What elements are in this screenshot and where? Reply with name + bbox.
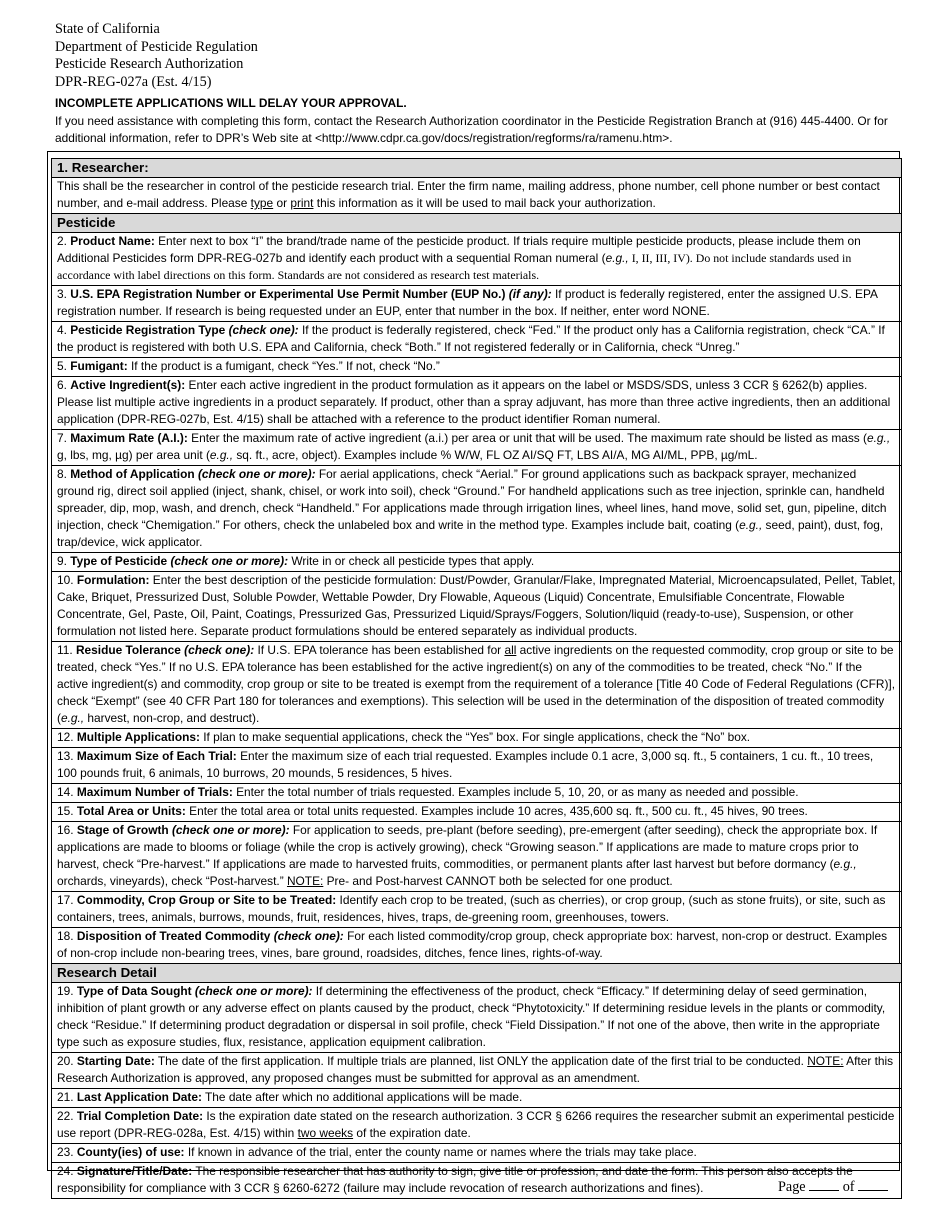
item-9: 9. Type of Pesticide (check one or more): Write in or check all pesticide types that apply. [52, 553, 902, 572]
intro-text: If you need assistance with completing this form, contact the Research Authorization coordinator in the Pesticide Registration Branch at (916) 445-4400. Or for additional information, refer to DPR’s Web site at <http://www.cdpr.ca.gov/docs/registration/regforms/ra/ramenu.htm>. [55, 113, 888, 145]
section-researcher: 1. Researcher: [52, 159, 902, 178]
item-23: 23. County(ies) of use: If known in advance of the trial, enter the county name or names where the trials may take place. [52, 1144, 902, 1163]
form-header [55, 21, 258, 91]
header-form-number: DPR-REG-027a (Est. 4/15) [55, 73, 212, 90]
item-12: 12. Multiple Applications: If plan to make sequential applications, check the “Yes” box. For single applications, check the “No” box. [52, 729, 902, 748]
item-14: 14. Maximum Number of Trials: Enter the total number of trials requested. Examples include 5, 10, 20, or as many as needed and possible. [52, 784, 902, 803]
item-5: 5. Fumigant: If the product is a fumigant, check “Yes.” If not, check “No.” [52, 358, 902, 377]
header-department: Department of Pesticide Regulation [55, 38, 258, 55]
item-13: 13. Maximum Size of Each Trial: Enter the maximum size of each trial requested. Examples include 0.1 acre, 3,000 sq. ft., 5 containers, 1 cu. ft., 10 trees, 100 pounds fruit, 6 animals, 10 burrows, 20 mounds, 5 residences, 5 hives. [52, 748, 902, 784]
item-4: 4. Pesticide Registration Type (check one): If the product is federally registered, check “Fed.” If the product only has a California registration, check “CA.” If the product is registered with both U.S. EPA and California, check “Both.” If not registered federally or in California, check “Unreg.” [52, 322, 902, 358]
item-19: 19. Type of Data Sought (check one or more): If determining the effectiveness of the product, check “Efficacy.” If determining delay of seed germination, inhibition of plant growth or any adverse effect on plants caused by the product, check “Phytotoxicity.” If determining residue levels in the plants or commodity, check “Residue.” If determining product degradation or dispersal in soil profile, check “Field Dissipation.” If not one of the above, then write in the appropriate type such as exposure studies, flux, resistance, application equipment calibration. [52, 983, 902, 1053]
instructions-table [51, 158, 902, 1199]
item-1: This shall be the researcher in control of the pesticide research trial. Enter the firm name, mailing address, phone number, cell phone number or best contact number, and e-mail address. Please type or print this information as it will be used to mail back your authorization. [52, 178, 902, 214]
item-15: 15. Total Area or Units: Enter the total area or total units requested. Examples include 10 acres, 435,600 sq. ft., 500 cu. ft., 45 hives, 90 trees. [52, 803, 902, 822]
item-8: 8. Method of Application (check one or more): For aerial applications, check “Aerial.” For ground applications such as backpack sprayer, mechanized ground rig, direct soil applied (inject, shank, chisel, or work into soil), check “Ground.” For handheld applications such as tree injection, sprinkle can, handheld spreader, dip, mop, wash, and drench, check “Handheld.” For applications made through irrigation lines, wheel lines, hand move, solid set, gun, pipeline, ditch injection, check “Chemigation.” For others, check the unlabeled box and write in the method type. Examples include bait, coating (e.g., seed, paint), dust, fog, trap/device, wick applicator. [52, 466, 902, 553]
item-16: 16. Stage of Growth (check one or more): For application to seeds, pre-plant (before seeding), pre-emergent (after seeding), check the appropriate box. If applications are made to blooms or foliage (while the crop is actively growing), check “Growing season.” If applications are made to mature crops prior to harvest, check “Pre-harvest.” If applications are made to harvested fruits, commodities, or permanent plants after last harvest but before dormancy (e.g., orchards, vineyards), check “Post-harvest.” NOTE: Pre- and Post-harvest CANNOT both be selected for one product. [52, 822, 902, 892]
item-20: 20. Starting Date: The date of the first application. If multiple trials are planned, list ONLY the application date of the first trial to be conducted. NOTE: After this Research Authorization is approved, any proposed changes must be submitted for approval as an amendment. [52, 1053, 902, 1089]
page-total-blank [858, 1178, 888, 1191]
page-number [778, 1178, 888, 1196]
page-number-blank [809, 1178, 839, 1191]
header-form-title: Pesticide Research Authorization [55, 56, 244, 72]
item-2: 2. Product Name: Enter next to box “I” the brand/trade name of the pesticide product. If trials require multiple pesticide products, please include them on Additional Pesticides form DPR-REG-027b and identify each product with a sequential Roman numeral (e.g., I, II, III, IV). Do not include standards used in accordance with label directions on this form. Standards are not considered as research test materials. [52, 233, 902, 286]
intro [55, 95, 935, 148]
item-7: 7. Maximum Rate (A.I.): Enter the maximum rate of active ingredient (a.i.) per area or unit that will be used. The maximum rate should be listed as mass (e.g., g, lbs, mg, µg) per area unit (e.g., sq. ft., acre, object). Examples include % W/W, FL OZ AI/SQ FT, LBS AI/A, MG AI/ML, PPB, µg/mL. [52, 430, 902, 466]
section-pesticide: Pesticide [52, 214, 902, 233]
item-18: 18. Disposition of Treated Commodity (check one): For each listed commodity/crop group, check appropriate box: harvest, non-crop or destruct. Examples of non-crop include non-bearing trees, vines, bare ground, roadsides, ditches, fence lines, rights-of-way. [52, 928, 902, 964]
item-11: 11. Residue Tolerance (check one): If U.S. EPA tolerance has been established for all active ingredients on the requested commodity, crop group or site to be treated, check “Yes.” If no U.S. EPA tolerance has been established for the active ingredient(s) on any of the commodities to be treated, check “No.” If the active ingredient(s) and commodity, crop group or site to be treated is exempt from the requirement of a tolerance [Title 40 Code of Federal Regulations (CFR)], check “Exempt” (see 40 CFR Part 180 for tolerances and exemptions). This selection will be used in the determination of the disposition of treated commodity (e.g., harvest, non-crop, and destruct). [52, 642, 902, 729]
item-17: 17. Commodity, Crop Group or Site to be Treated: Identify each crop to be treated, (such as cherries), or crop group, (such as stone fruits), or site, such as containers, trees, animals, burrows, mounds, fruit, residences, hives, traps, de-greening room, greenhouses, towers. [52, 892, 902, 928]
item-10: 10. Formulation: Enter the best description of the pesticide formulation: Dust/Powder, Granular/Flake, Impregnated Material, Microencapsulated, Pellet, Tablet, Cake, Briquet, Pressurized Dust, Soluble Powder, Wettable Powder, Dry Flowable, Aqueous (Liquid) Concentrate, Emulsifiable Concentrate, Flowable Concentrate, Gel, Paste, Oil, Paint, Coatings, Pressurized Gas, Pressurized Liquid/Sprays/Foggers, Solution/liquid (ready-to-use), Suspension, or other formulation not listed here. Separate product formulations should be entered separately as individual products. [52, 572, 902, 642]
intro-warning: INCOMPLETE APPLICATIONS WILL DELAY YOUR APPROVAL. [55, 96, 407, 110]
of-label: of [842, 1179, 855, 1195]
item-6: 6. Active Ingredient(s): Enter each active ingredient in the product formulation as it appears on the label or MSDS/SDS, unless 3 CCR § 6262(b) applies. Please list multiple active ingredients in a product separately. If product, other than a spray adjuvant, has more than three active ingredients, then an additional application (DPR-REG-027b, Est. 4/15) shall be attached with a reference to the product identifier Roman numeral. [52, 377, 902, 430]
section-research-detail: Research Detail [52, 964, 902, 983]
item-21: 21. Last Application Date: The date after which no additional applications will be made. [52, 1089, 902, 1108]
page-label: Page [778, 1179, 806, 1195]
item-22: 22. Trial Completion Date: Is the expiration date stated on the research authorization. 3 CCR § 6266 requires the researcher submit an experimental pesticide use report (DPR-REG-028a, Est. 4/15) within two weeks of the expiration date. [52, 1108, 902, 1144]
item-24: 24. Signature/Title/Date: The responsible researcher that has authority to sign, give title or profession, and date the form. This person also accepts the responsibility for compliance with 3 CCR § 6260-6272 (failure may include revocation of research authorizations and fines). [52, 1163, 902, 1199]
header-state: State of California [55, 21, 160, 37]
item-3: 3. U.S. EPA Registration Number or Experimental Use Permit Number (EUP No.) (if any): If product is federally registered, enter the assigned U.S. EPA registration number. If research is being requested under an EUP, enter that number in the box. If neither, enter word NONE. [52, 286, 902, 322]
